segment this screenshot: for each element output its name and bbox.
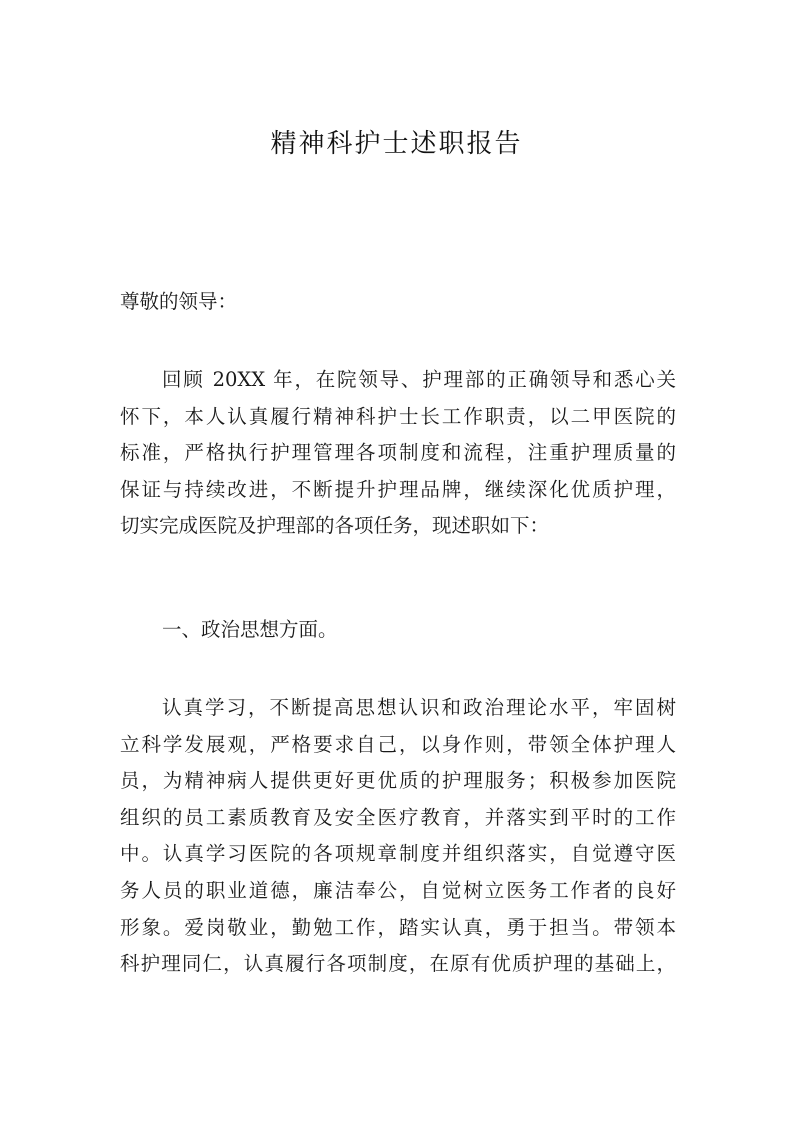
section-heading	[120, 612, 676, 649]
paragraph-line: 标准，严格执行护理管理各项制度和流程，注重护理质量的	[120, 441, 676, 465]
paragraph-line: 员，为精神病人提供更好更优质的护理服务；积极参加医院	[120, 769, 676, 793]
section-heading-text: 一、政治思想方面。	[162, 618, 338, 641]
paragraph-line: 中。认真学习医院的各项规章制度并组织落实，自觉遵守医	[120, 842, 676, 866]
paragraph-line: 立科学发展观，严格要求自己，以身作则，带领全体护理人	[120, 732, 676, 756]
paragraph-line: 保证与持续改进，不断提升护理品牌，继续深化优质护理，	[120, 477, 676, 501]
section1-paragraph	[120, 690, 676, 983]
salutation-text: 尊敬的领导：	[120, 290, 238, 313]
paragraph-line: 科护理同仁，认真履行各项制度，在原有优质护理的基础上，	[120, 952, 676, 976]
paragraph-line: 组织的员工素质教育及安全医疗教育，并落实到平时的工作	[120, 805, 676, 829]
paragraph-line: 形象。爱岗敬业，勤勉工作，踏实认真，勇于担当。带领本	[120, 915, 676, 939]
paragraph-line: 回顾 20XX 年，在院领导、护理部的正确领导和悉心关	[162, 368, 676, 391]
page-title: 精神科护士述职报告	[270, 129, 523, 159]
intro-paragraph	[120, 362, 676, 545]
salutation	[120, 284, 676, 321]
paragraph-line: 认真学习，不断提高思想认识和政治理论水平，牢固树	[162, 696, 676, 719]
paragraph-line: 怀下，本人认真履行精神科护士长工作职责，以二甲医院的	[120, 404, 676, 428]
paragraph-line: 切实完成医院及护理部的各项任务，现述职如下：	[120, 514, 550, 538]
paragraph-line: 务人员的职业道德，廉洁奉公，自觉树立医务工作者的良好	[120, 878, 676, 902]
